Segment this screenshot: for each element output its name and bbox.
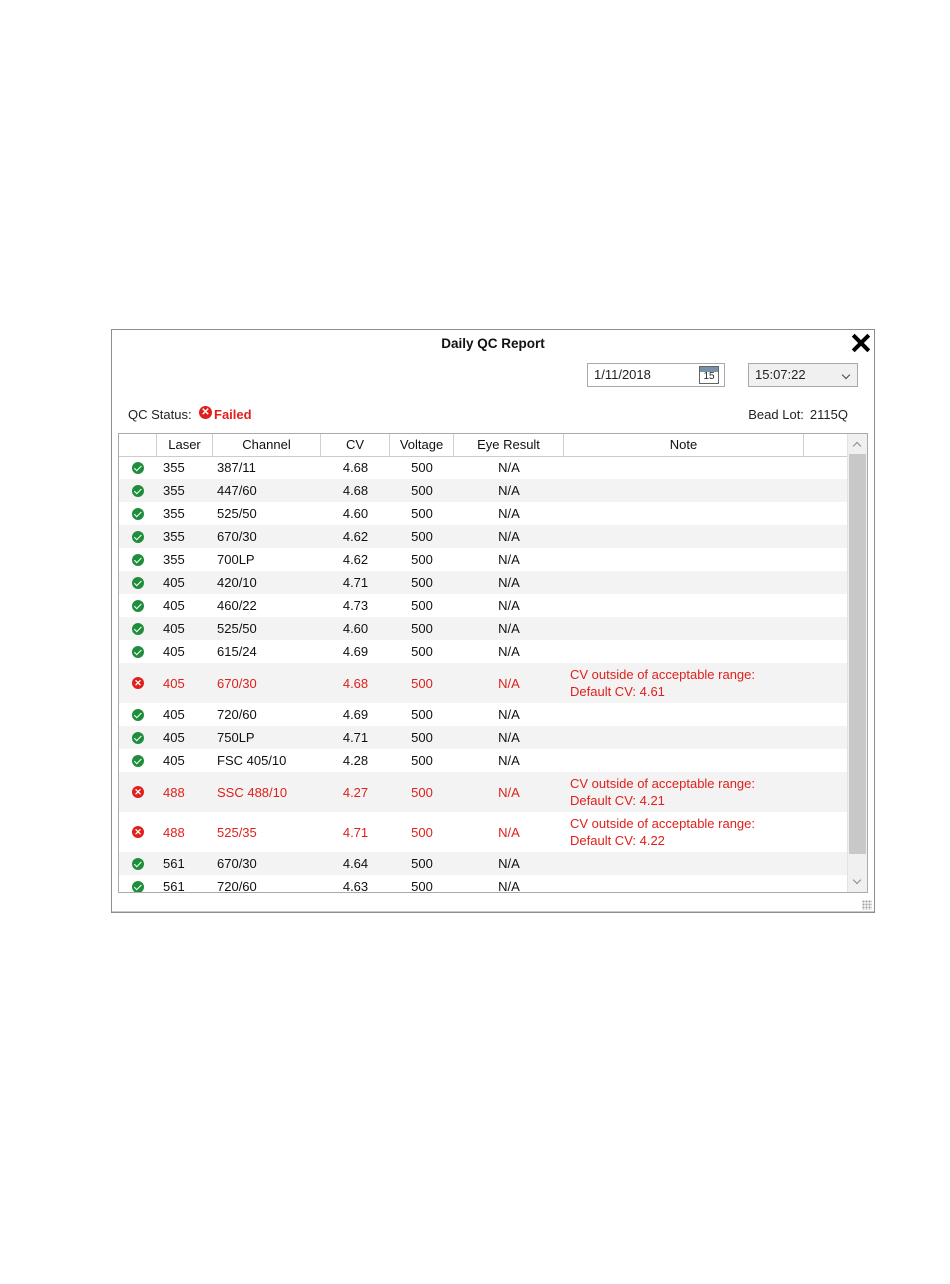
laser-cell: 405 [163, 598, 185, 613]
table-row[interactable] [119, 703, 847, 726]
check-circle-icon [132, 709, 144, 721]
laser-cell: 561 [163, 856, 185, 871]
voltage-cell: 500 [411, 784, 433, 800]
laser-cell: 405 [163, 644, 185, 659]
status-cell [132, 502, 146, 525]
table-row[interactable] [119, 525, 847, 548]
note-cell [564, 749, 804, 772]
qc-report-dialog [111, 329, 875, 913]
voltage-cell: 500 [411, 460, 433, 475]
vertical-scrollbar[interactable] [847, 434, 867, 892]
check-circle-icon [132, 623, 144, 635]
note-text: CV outside of acceptable range: [570, 816, 756, 831]
time-dropdown[interactable] [748, 363, 858, 387]
laser-cell: 355 [163, 552, 185, 567]
cv-cell: 4.71 [342, 824, 369, 840]
table-row[interactable] [119, 594, 847, 617]
header-laser[interactable]: Laser [157, 434, 213, 456]
header-filler [804, 434, 847, 456]
eye-cell: N/A [498, 730, 520, 745]
voltage-cell: 500 [411, 552, 433, 567]
channel-cell: 525/50 [217, 506, 257, 521]
cv-cell: 4.68 [342, 460, 369, 475]
voltage-cell: 500 [411, 730, 433, 745]
channel-cell: 615/24 [217, 644, 257, 659]
check-circle-icon [132, 600, 144, 612]
eye-cell: N/A [498, 644, 520, 659]
note-cell [564, 502, 804, 525]
note-cell [564, 571, 804, 594]
header-status [119, 434, 157, 456]
qc-status-label: QC Status: [128, 407, 192, 422]
voltage-cell: 500 [411, 753, 433, 768]
status-cell [132, 663, 146, 703]
laser-cell: 405 [163, 675, 185, 691]
table-row[interactable] [119, 548, 847, 571]
check-circle-icon [132, 508, 144, 520]
table-row[interactable] [119, 663, 847, 703]
channel-cell: FSC 405/10 [217, 753, 287, 768]
bead-lot [748, 407, 848, 422]
eye-cell: N/A [498, 856, 520, 871]
channel-cell: 525/35 [217, 824, 257, 840]
laser-cell: 355 [163, 506, 185, 521]
note-cell [564, 456, 804, 479]
voltage-cell: 500 [411, 879, 433, 893]
eye-cell: N/A [498, 675, 520, 691]
table-row[interactable] [119, 749, 847, 772]
header-note[interactable]: Note [564, 434, 804, 456]
voltage-cell: 500 [411, 598, 433, 613]
note-cell [564, 852, 804, 875]
voltage-cell: 500 [411, 824, 433, 840]
bead-lot-label: Bead Lot: [748, 407, 804, 422]
scrollbar-thumb[interactable] [849, 454, 866, 854]
laser-cell: 355 [163, 483, 185, 498]
status-cell [132, 571, 146, 594]
status-cell [132, 812, 146, 852]
status-cell [132, 852, 146, 875]
voltage-cell: 500 [411, 856, 433, 871]
eye-cell: N/A [498, 824, 520, 840]
cv-cell: 4.71 [342, 575, 369, 590]
note-cell [564, 663, 804, 703]
channel-cell: 700LP [217, 552, 255, 567]
laser-cell: 488 [163, 824, 185, 840]
cv-cell: 4.62 [342, 552, 369, 567]
laser-cell: 405 [163, 730, 185, 745]
eye-cell: N/A [498, 621, 520, 636]
check-circle-icon [132, 732, 144, 744]
laser-cell: 355 [163, 460, 185, 475]
status-cell [132, 772, 146, 812]
voltage-cell: 500 [411, 675, 433, 691]
cv-cell: 4.68 [342, 483, 369, 498]
note-default-cv: Default CV: 4.21 [570, 793, 665, 808]
channel-cell: 387/11 [217, 460, 256, 475]
channel-cell: 670/30 [217, 529, 257, 544]
note-cell [564, 525, 804, 548]
chevron-down-icon [842, 371, 850, 379]
table-row[interactable] [119, 640, 847, 663]
grid-header [119, 434, 847, 457]
cv-cell: 4.62 [342, 529, 369, 544]
voltage-cell: 500 [411, 575, 433, 590]
eye-cell: N/A [498, 784, 520, 800]
close-icon[interactable] [850, 332, 872, 354]
note-cell [564, 617, 804, 640]
status-cell [132, 594, 146, 617]
voltage-cell: 500 [411, 644, 433, 659]
status-cell [132, 548, 146, 571]
table-row[interactable] [119, 812, 847, 852]
note-cell [564, 703, 804, 726]
x-circle-icon: ✕ [132, 677, 144, 689]
laser-cell: 355 [163, 529, 185, 544]
qc-status-value: Failed [214, 407, 252, 422]
note-text: CV outside of acceptable range: [570, 667, 756, 682]
table-row[interactable] [119, 617, 847, 640]
laser-cell: 405 [163, 621, 185, 636]
note-cell [564, 812, 804, 852]
check-circle-icon [132, 858, 144, 870]
voltage-cell: 500 [411, 621, 433, 636]
cv-cell: 4.69 [342, 644, 369, 659]
note-cell [564, 548, 804, 571]
fail-icon: ✕ [199, 406, 212, 419]
status-cell [132, 456, 146, 479]
channel-cell: 447/60 [217, 483, 257, 498]
cv-cell: 4.64 [342, 856, 369, 871]
table-row[interactable] [119, 852, 847, 875]
status-cell [132, 726, 146, 749]
voltage-cell: 500 [411, 483, 433, 498]
qc-results-grid[interactable] [118, 433, 868, 893]
channel-cell: SSC 488/10 [217, 784, 288, 800]
x-circle-icon: ✕ [132, 826, 144, 838]
eye-cell: N/A [498, 483, 520, 498]
note-cell [564, 479, 804, 502]
check-circle-icon [132, 531, 144, 543]
channel-cell: 750LP [217, 730, 255, 745]
table-row[interactable] [119, 726, 847, 749]
x-circle-icon: ✕ [132, 786, 144, 798]
check-circle-icon [132, 881, 144, 893]
laser-cell: 405 [163, 753, 185, 768]
eye-cell: N/A [498, 598, 520, 613]
date-picker[interactable] [587, 363, 725, 387]
channel-cell: 670/30 [217, 856, 257, 871]
header-channel[interactable]: Channel [213, 434, 321, 456]
note-cell [564, 875, 804, 893]
status-cell [132, 749, 146, 772]
cv-cell: 4.68 [342, 675, 369, 691]
note-default-cv: Default CV: 4.61 [570, 684, 665, 699]
eye-cell: N/A [498, 575, 520, 590]
eye-cell: N/A [498, 879, 520, 893]
header-cv[interactable]: CV [321, 434, 390, 456]
check-circle-icon [132, 646, 144, 658]
status-cell [132, 617, 146, 640]
check-circle-icon [132, 577, 144, 589]
voltage-cell: 500 [411, 529, 433, 544]
eye-cell: N/A [498, 506, 520, 521]
eye-cell: N/A [498, 529, 520, 544]
eye-cell: N/A [498, 460, 520, 475]
header-voltage[interactable]: Voltage [390, 434, 454, 456]
channel-cell: 525/50 [217, 621, 257, 636]
check-circle-icon [132, 554, 144, 566]
table-row[interactable] [119, 571, 847, 594]
laser-cell: 405 [163, 707, 185, 722]
cv-cell: 4.71 [342, 730, 369, 745]
cv-cell: 4.60 [342, 621, 369, 636]
channel-cell: 720/60 [217, 707, 257, 722]
note-cell [564, 594, 804, 617]
time-value: 15:07:22 [755, 367, 806, 382]
eye-cell: N/A [498, 552, 520, 567]
date-value: 1/11/2018 [594, 367, 651, 382]
note-cell [564, 726, 804, 749]
note-cell [564, 640, 804, 663]
note-default-cv: Default CV: 4.22 [570, 833, 665, 848]
channel-cell: 720/60 [217, 879, 257, 893]
header-eye-result[interactable]: Eye Result [454, 434, 564, 456]
eye-cell: N/A [498, 753, 520, 768]
check-circle-icon [132, 485, 144, 497]
resize-grip-icon[interactable] [862, 900, 872, 910]
channel-cell: 420/10 [217, 575, 257, 590]
laser-cell: 488 [163, 784, 185, 800]
cv-cell: 4.73 [342, 598, 369, 613]
dialog-title: Daily QC Report [441, 336, 545, 351]
status-cell [132, 703, 146, 726]
voltage-cell: 500 [411, 506, 433, 521]
cv-cell: 4.63 [342, 879, 369, 893]
calendar-icon[interactable] [699, 366, 719, 384]
status-cell [132, 640, 146, 663]
table-row[interactable] [119, 479, 847, 502]
status-cell [132, 479, 146, 502]
scroll-down-icon[interactable] [853, 876, 861, 884]
cv-cell: 4.69 [342, 707, 369, 722]
cv-cell: 4.28 [342, 753, 369, 768]
laser-cell: 405 [163, 575, 185, 590]
note-cell [564, 772, 804, 812]
channel-cell: 670/30 [217, 675, 257, 691]
calendar-day: 15 [703, 371, 715, 382]
voltage-cell: 500 [411, 707, 433, 722]
eye-cell: N/A [498, 707, 520, 722]
bead-lot-value: 2115Q [809, 407, 848, 422]
scroll-up-icon[interactable] [853, 442, 861, 450]
table-row[interactable] [119, 772, 847, 812]
channel-cell: 460/22 [217, 598, 257, 613]
table-row[interactable] [119, 502, 847, 525]
status-cell [132, 875, 146, 893]
check-circle-icon [132, 755, 144, 767]
note-text: CV outside of acceptable range: [570, 776, 756, 791]
cv-cell: 4.27 [342, 784, 369, 800]
table-row[interactable] [119, 456, 847, 479]
table-row[interactable] [119, 875, 847, 893]
status-cell [132, 525, 146, 548]
check-circle-icon [132, 462, 144, 474]
cv-cell: 4.60 [342, 506, 369, 521]
laser-cell: 561 [163, 879, 185, 893]
